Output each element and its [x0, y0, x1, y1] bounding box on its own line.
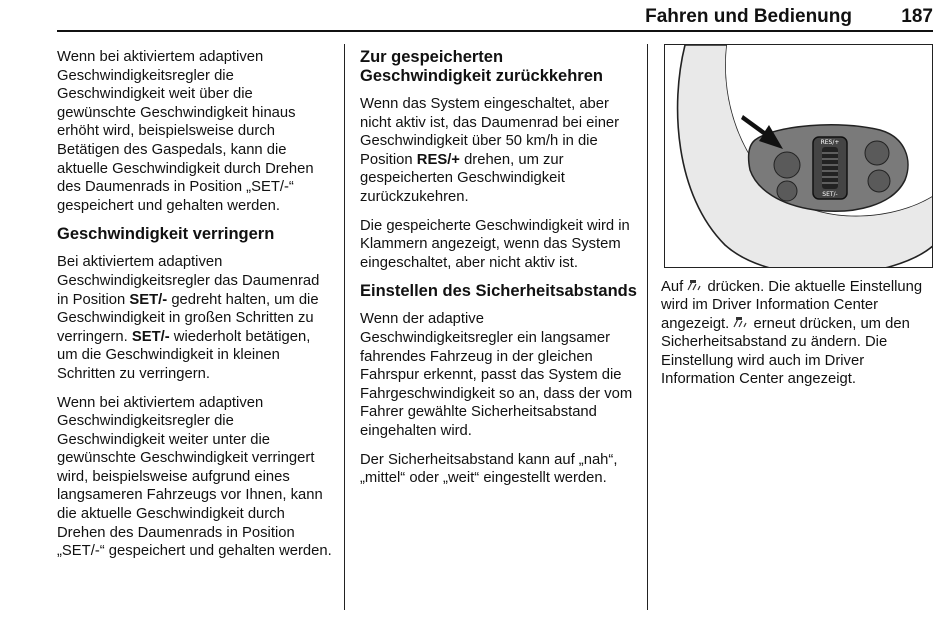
- bold-term: RES/+: [416, 151, 460, 168]
- column-left: [57, 48, 332, 571]
- paragraph: [57, 253, 332, 383]
- text-span: drehen, um zur gespeicherten Geschwindigkeit zurückzukehren.: [360, 151, 565, 205]
- text-span: Auf: [661, 279, 688, 295]
- paragraph: Wenn bei aktiviertem adaptiven Geschwindigkeitsregler die Geschwindigkeit weiter unter die gewünschte Geschwindigkeit verringert wird, beispielsweise aufgrund eines langsameren Fahrzeugs vor Ihnen, kann die aktuelle Geschwindigkeit durch Drehen des Daumenrads in Position „SET/-“ gespeichert und gehalten werden.: [57, 394, 332, 560]
- text-span: drücken. Die aktuelle Einstellung wird im Driver Information Center angezeigt.: [661, 279, 923, 332]
- wheel-label-res: RES/+: [820, 139, 840, 146]
- text-span: gedreht halten, um die Geschwindigkeit in großen Schritten zu verringern.: [57, 291, 319, 345]
- paragraph: [661, 278, 936, 388]
- section-heading: Einstellen des Sicherheitsabstands: [360, 282, 637, 301]
- steering-wheel-illustration: [665, 45, 933, 268]
- text-span: erneut drücken, um den Sicherheitsabstand zu ändern. Die Einstellung wird auch im Driver Information Center angezeigt.: [661, 315, 910, 388]
- header-rule: [57, 30, 933, 32]
- bold-term: SET/-: [131, 328, 170, 345]
- paragraph: Der Sicherheitsabstand kann auf „nah“, „mittel“ oder „weit“ eingestellt werden.: [360, 451, 618, 487]
- paragraph: Wenn der adaptive Geschwindigkeitsregler ein langsamer fahrendes Fahrzeug in der gleichen Fahrspur erkennt, passt das System die Fahrgeschwindigkeit so an, dass der vom Fahrer gewählte Sicherheitsabstand eingehalten wird.: [360, 311, 633, 439]
- bold-term: SET/-: [129, 291, 168, 308]
- paragraph: Wenn bei aktiviertem adaptiven Geschwindigkeitsregler die Geschwindigkeit weit über die gewünschte Geschwindigkeit hinaus erhöht wird, beispielsweise durch Betätigen des Gaspedals, kann die aktuelle Geschwindigkeit durch Drehen des Daumenrads in Position „SET/-“ gespeichert und gehalten werden.: [57, 49, 314, 214]
- text-span: Bei aktiviertem adaptiven Geschwindigkeitsregler das Daumenrad in Position: [57, 254, 320, 308]
- paragraph: [360, 95, 638, 207]
- steering-wheel-figure: [664, 44, 933, 268]
- text-span: wiederholt betätigen, um die Geschwindigkeit in kleinen Schritten zu verringern.: [57, 328, 311, 382]
- column-divider-1: [344, 44, 345, 610]
- column-divider-2: [647, 44, 648, 610]
- text-span: Wenn das System eingeschaltet, aber nicht aktiv ist, das Daumenrad bei einer Geschwindigkeit über 50 km/h in die Position: [360, 96, 620, 168]
- column-right: [661, 278, 936, 398]
- header-title: Fahren und Bedienung: [645, 6, 852, 27]
- section-heading: Zur gespeicherten Geschwindigkeit zurückkehren: [360, 48, 603, 85]
- wheel-label-set: SET/-: [822, 191, 838, 198]
- column-middle: [360, 44, 638, 498]
- page-number: 187: [901, 6, 933, 27]
- following-distance-icon: [733, 317, 749, 329]
- following-distance-icon: [687, 280, 703, 292]
- section-heading: Geschwindigkeit verringern: [57, 225, 275, 244]
- paragraph: Die gespeicherte Geschwindigkeit wird in Klammern angezeigt, wenn das System eingeschaltet, aber nicht aktiv ist.: [360, 217, 630, 271]
